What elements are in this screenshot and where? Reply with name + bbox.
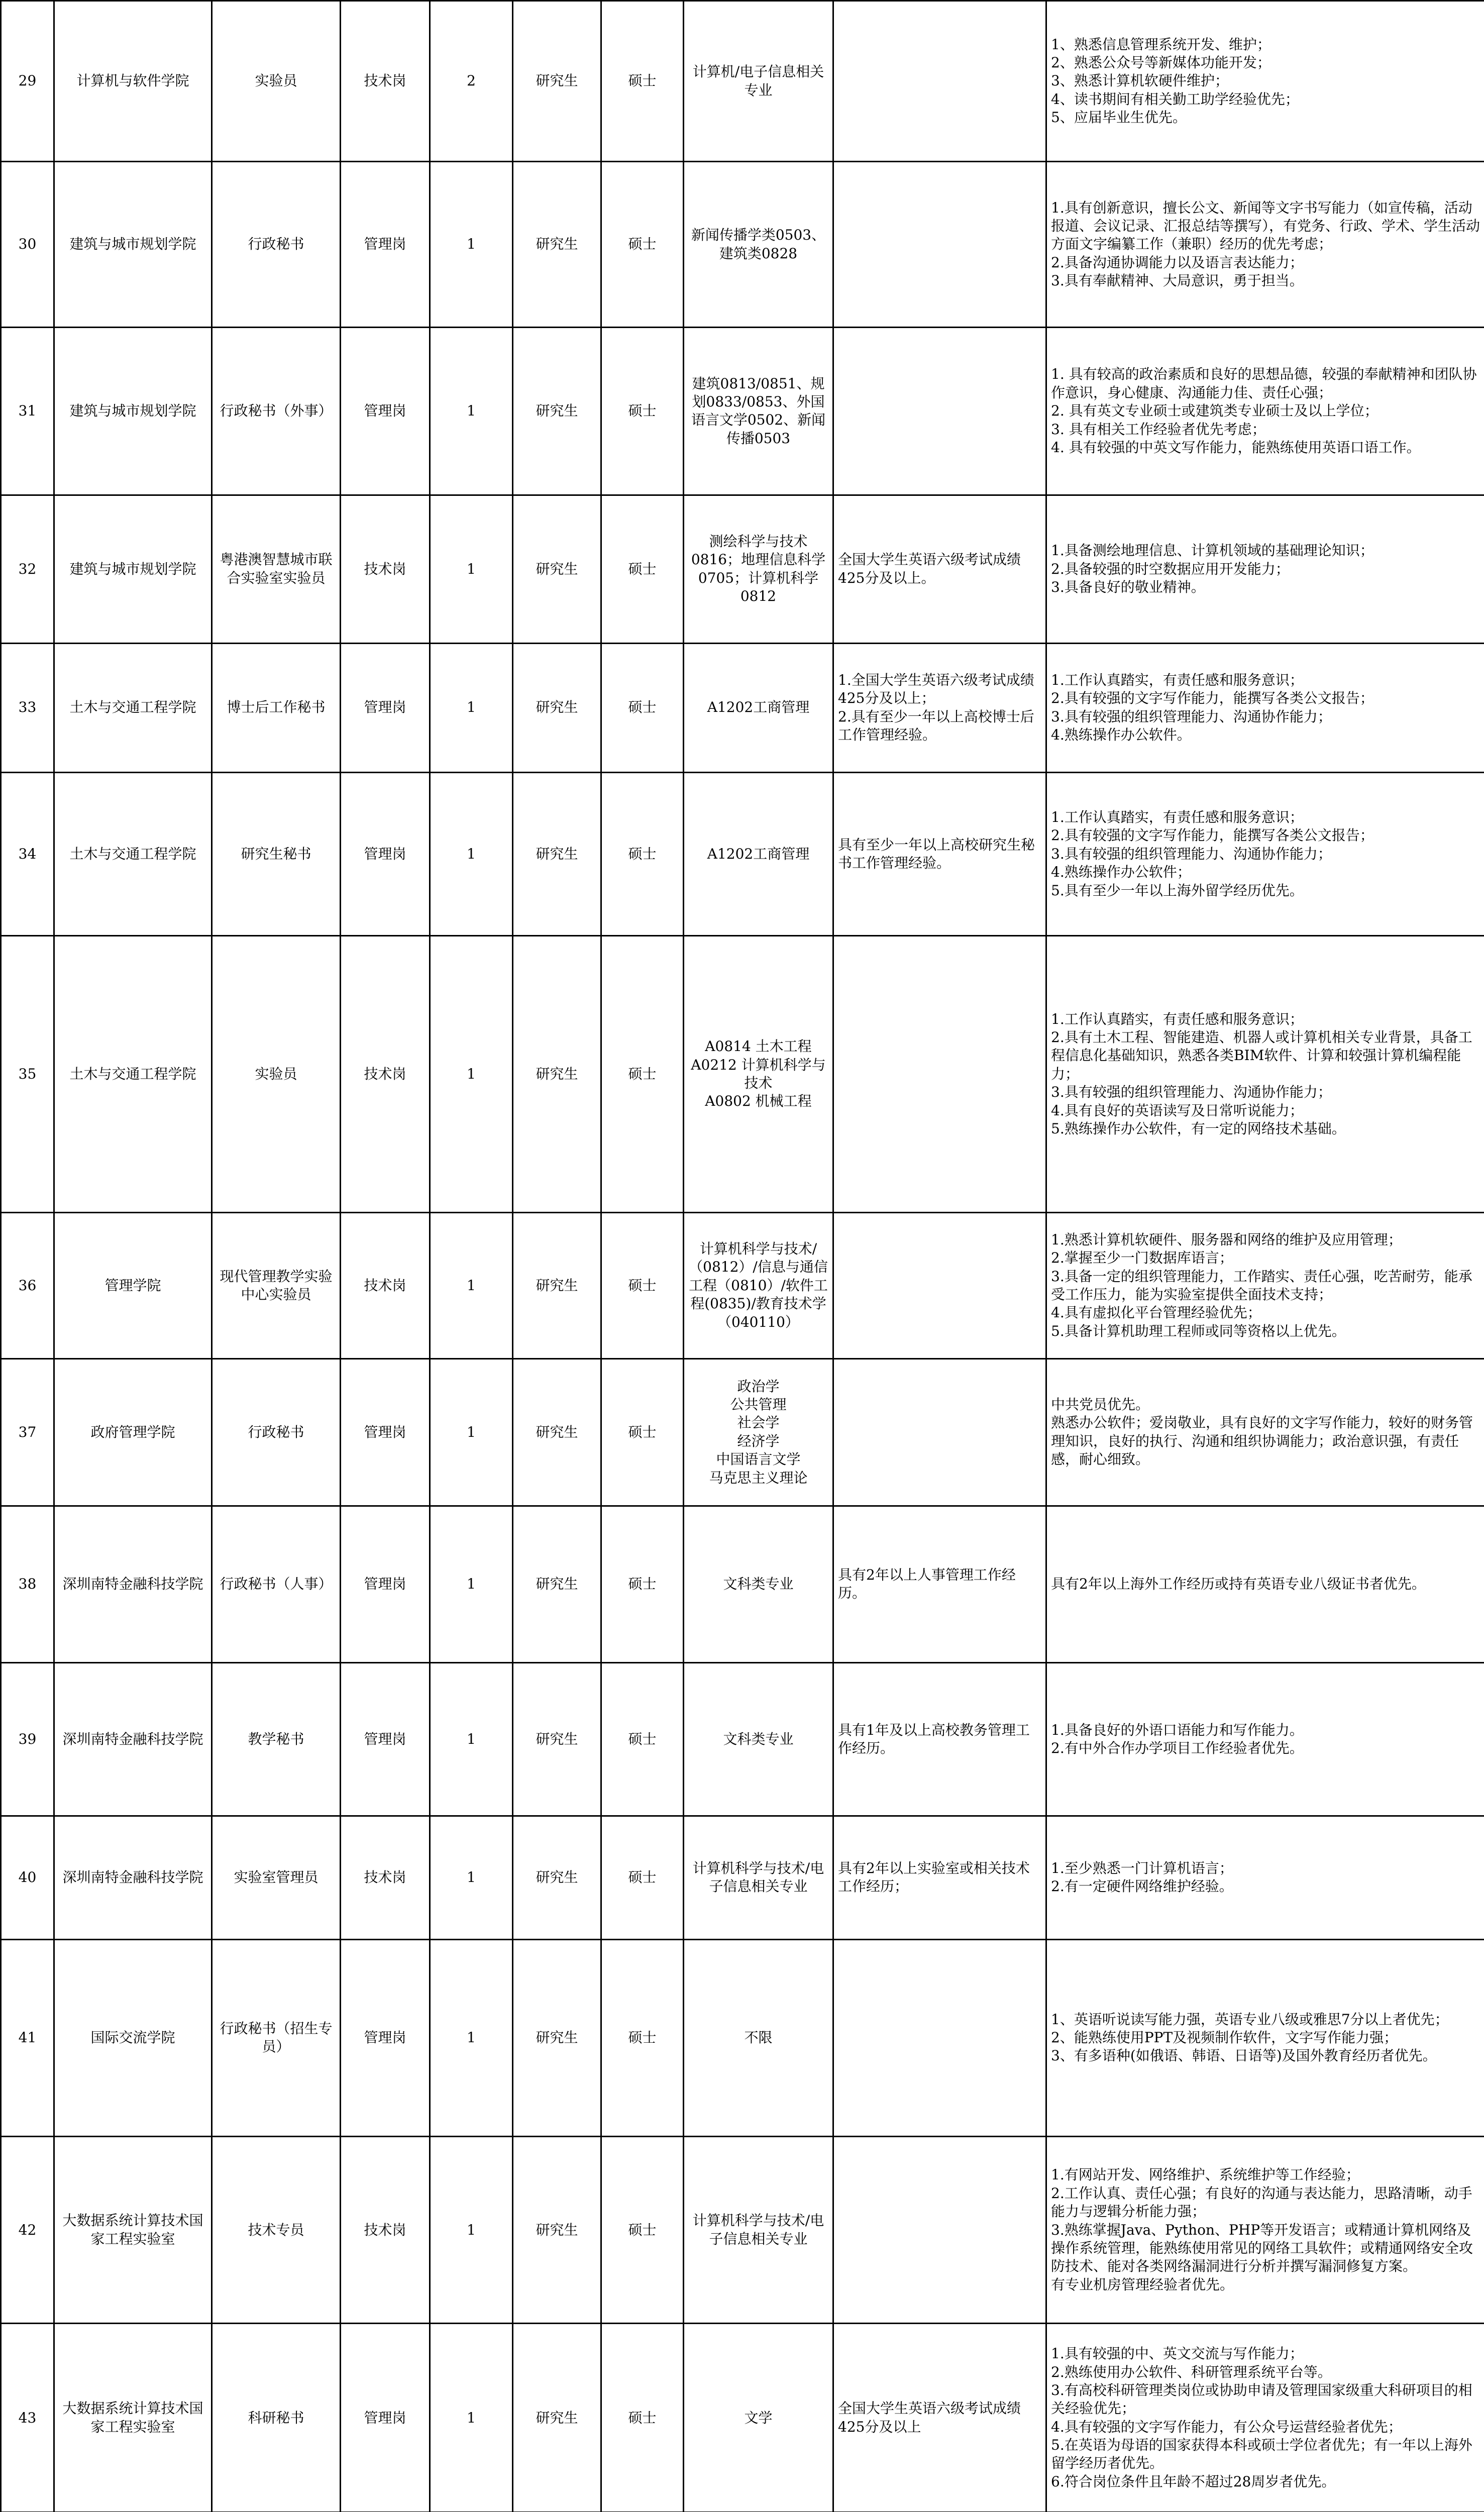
cell-post-name: 研究生秘书	[212, 772, 341, 935]
table-row	[1, 1, 1484, 162]
cell-other-requirements: 具有2年以上人事管理工作经历。	[833, 1506, 1046, 1662]
table-body	[1, 1, 1484, 2512]
cell-unit: 建筑与城市规划学院	[54, 327, 212, 495]
cell-post-name: 实验员	[212, 1, 341, 162]
cell-headcount: 1	[430, 327, 513, 495]
cell-headcount: 1	[430, 495, 513, 643]
cell-degree: 硕士	[601, 772, 684, 935]
cell-job-requirements: 1.具有创新意识，擅长公文、新闻等文字书写能力（如宣传稿，活动报道、会议记录、汇报总结等撰写），有党务、行政、学术、学生活动方面文字编纂工作（兼职）经历的优先考虑； 2.具备沟通协调能力以及语言表达能力； 3.具有奉献精神、大局意识，勇于担当。	[1046, 162, 1484, 327]
cell-other-requirements	[833, 327, 1046, 495]
cell-degree: 硕士	[601, 327, 684, 495]
cell-degree: 硕士	[601, 2136, 684, 2323]
cell-other-requirements: 1.全国大学生英语六级考试成绩425分及以上； 2.具有至少一年以上高校博士后工作管理经验。	[833, 643, 1046, 772]
cell-number: 32	[1, 495, 54, 643]
cell-job-requirements: 1.具备良好的外语口语能力和写作能力。 2.有中外合作办学项目工作经验者优先。	[1046, 1662, 1484, 1816]
cell-post-name: 行政秘书（招生专员）	[212, 1939, 341, 2136]
cell-post-type: 管理岗	[341, 2324, 430, 2512]
cell-major: 计算机科学与技术/电子信息相关专业	[684, 1816, 833, 1939]
cell-job-requirements: 1、熟悉信息管理系统开发、维护； 2、熟悉公众号等新媒体功能开发； 3、熟悉计算机软硬件维护； 4、读书期间有相关勤工助学经验优先； 5、应届毕业生优先。	[1046, 1, 1484, 162]
cell-major: 计算机科学与技术/（0812）/信息与通信工程（0810）/软件工程(0835)/教育技术学（040110）	[684, 1212, 833, 1358]
cell-number: 33	[1, 643, 54, 772]
cell-degree: 硕士	[601, 495, 684, 643]
cell-degree: 硕士	[601, 1359, 684, 1506]
cell-number: 38	[1, 1506, 54, 1662]
cell-post-type: 技术岗	[341, 2136, 430, 2323]
cell-number: 35	[1, 936, 54, 1213]
cell-other-requirements: 全国大学生英语六级考试成绩425分及以上	[833, 2324, 1046, 2512]
cell-degree: 硕士	[601, 936, 684, 1213]
cell-number: 31	[1, 327, 54, 495]
cell-unit: 国际交流学院	[54, 1939, 212, 2136]
cell-number: 34	[1, 772, 54, 935]
cell-number: 43	[1, 2324, 54, 2512]
cell-post-name: 行政秘书	[212, 162, 341, 327]
table-row	[1, 936, 1484, 1213]
cell-headcount: 1	[430, 1359, 513, 1506]
cell-education: 研究生	[513, 1359, 601, 1506]
table-row	[1, 1939, 1484, 2136]
cell-post-name: 实验室管理员	[212, 1816, 341, 1939]
cell-post-name: 科研秘书	[212, 2324, 341, 2512]
cell-number: 37	[1, 1359, 54, 1506]
cell-degree: 硕士	[601, 2324, 684, 2512]
cell-headcount: 1	[430, 643, 513, 772]
cell-education: 研究生	[513, 162, 601, 327]
cell-number: 36	[1, 1212, 54, 1358]
cell-post-type: 技术岗	[341, 495, 430, 643]
cell-education: 研究生	[513, 1939, 601, 2136]
cell-number: 42	[1, 2136, 54, 2323]
cell-post-name: 现代管理教学实验中心实验员	[212, 1212, 341, 1358]
table-row	[1, 1359, 1484, 1506]
cell-major: 测绘科学与技术0816；地理信息科学0705；计算机科学0812	[684, 495, 833, 643]
cell-major: A1202工商管理	[684, 772, 833, 935]
cell-headcount: 1	[430, 162, 513, 327]
cell-education: 研究生	[513, 495, 601, 643]
cell-post-name: 博士后工作秘书	[212, 643, 341, 772]
cell-degree: 硕士	[601, 1816, 684, 1939]
cell-unit: 土木与交通工程学院	[54, 643, 212, 772]
cell-other-requirements	[833, 1939, 1046, 2136]
cell-post-type: 管理岗	[341, 1359, 430, 1506]
table-row	[1, 1506, 1484, 1662]
cell-post-name: 行政秘书	[212, 1359, 341, 1506]
cell-unit: 土木与交通工程学院	[54, 772, 212, 935]
cell-other-requirements	[833, 1359, 1046, 1506]
cell-other-requirements: 全国大学生英语六级考试成绩425分及以上。	[833, 495, 1046, 643]
cell-education: 研究生	[513, 1212, 601, 1358]
cell-other-requirements	[833, 936, 1046, 1213]
cell-number: 41	[1, 1939, 54, 2136]
cell-degree: 硕士	[601, 162, 684, 327]
cell-education: 研究生	[513, 327, 601, 495]
table-row	[1, 162, 1484, 327]
cell-unit: 计算机与软件学院	[54, 1, 212, 162]
cell-number: 40	[1, 1816, 54, 1939]
cell-education: 研究生	[513, 643, 601, 772]
cell-job-requirements: 1.有网站开发、网络维护、系统维护等工作经验； 2.工作认真、责任心强；有良好的沟通与表达能力，思路清晰，动手能力与逻辑分析能力强； 3.熟练掌握Java、Python、PHP等开发语言；或精通计算机网络及操作系统管理，能熟练使用常见的网络工具软件；或精通网络安全攻防技术、能对各类网络漏洞进行分析并撰写漏洞修复方案。 有专业机房管理经验者优先。	[1046, 2136, 1484, 2323]
cell-headcount: 2	[430, 1, 513, 162]
table-row	[1, 2324, 1484, 2512]
cell-post-name: 行政秘书（外事）	[212, 327, 341, 495]
cell-unit: 政府管理学院	[54, 1359, 212, 1506]
cell-job-requirements: 1、英语听说读写能力强，英语专业八级或雅思7分以上者优先； 2、能熟练使用PPT及视频制作软件，文字写作能力强； 3、有多语种(如俄语、韩语、日语等)及国外教育经历者优先。	[1046, 1939, 1484, 2136]
cell-job-requirements: 1.具有较强的中、英文交流与写作能力； 2.熟练使用办公软件、科研管理系统平台等。 3.有高校科研管理类岗位或协助申请及管理国家级重大科研项目的相关经验优先； 4.具有较强的文字写作能力，有公众号运营经验者优先； 5.在英语为母语的国家获得本科或硕士学位者优先；有一年以上海外留学经历者优先。 6.符合岗位条件且年龄不超过28周岁者优先。	[1046, 2324, 1484, 2512]
cell-post-type: 技术岗	[341, 936, 430, 1213]
cell-other-requirements	[833, 1, 1046, 162]
table-row	[1, 327, 1484, 495]
cell-unit: 建筑与城市规划学院	[54, 495, 212, 643]
cell-headcount: 1	[430, 1212, 513, 1358]
cell-headcount: 1	[430, 1939, 513, 2136]
cell-major: 建筑0813/0851、规划0833/0853、外国语言文学0502、新闻传播0503	[684, 327, 833, 495]
cell-major: 文学	[684, 2324, 833, 2512]
cell-other-requirements	[833, 1212, 1046, 1358]
cell-degree: 硕士	[601, 1506, 684, 1662]
cell-education: 研究生	[513, 1816, 601, 1939]
cell-number: 29	[1, 1, 54, 162]
cell-post-type: 管理岗	[341, 643, 430, 772]
cell-post-type: 技术岗	[341, 1816, 430, 1939]
cell-major: 文科类专业	[684, 1506, 833, 1662]
table-row	[1, 1662, 1484, 1816]
cell-unit: 深圳南特金融科技学院	[54, 1816, 212, 1939]
cell-headcount: 1	[430, 772, 513, 935]
cell-post-type: 管理岗	[341, 772, 430, 935]
cell-major: A1202工商管理	[684, 643, 833, 772]
cell-job-requirements: 1.具备测绘地理信息、计算机领域的基础理论知识； 2.具备较强的时空数据应用开发能力； 3.具备良好的敬业精神。	[1046, 495, 1484, 643]
cell-headcount: 1	[430, 936, 513, 1213]
cell-major: 新闻传播学类0503、建筑类0828	[684, 162, 833, 327]
cell-education: 研究生	[513, 936, 601, 1213]
cell-post-name: 技术专员	[212, 2136, 341, 2323]
cell-unit: 深圳南特金融科技学院	[54, 1506, 212, 1662]
cell-other-requirements: 具有2年以上实验室或相关技术工作经历；	[833, 1816, 1046, 1939]
cell-other-requirements	[833, 2136, 1046, 2323]
cell-education: 研究生	[513, 1, 601, 162]
cell-unit: 大数据系统计算技术国家工程实验室	[54, 2324, 212, 2512]
cell-post-name: 教学秘书	[212, 1662, 341, 1816]
cell-post-type: 管理岗	[341, 1939, 430, 2136]
cell-post-type: 管理岗	[341, 162, 430, 327]
cell-unit: 大数据系统计算技术国家工程实验室	[54, 2136, 212, 2323]
cell-post-name: 实验员	[212, 936, 341, 1213]
cell-unit: 深圳南特金融科技学院	[54, 1662, 212, 1816]
cell-job-requirements: 具有2年以上海外工作经历或持有英语专业八级证书者优先。	[1046, 1506, 1484, 1662]
table-row	[1, 1212, 1484, 1358]
cell-other-requirements	[833, 162, 1046, 327]
cell-other-requirements: 具有至少一年以上高校研究生秘书工作管理经验。	[833, 772, 1046, 935]
cell-unit: 建筑与城市规划学院	[54, 162, 212, 327]
table-row	[1, 643, 1484, 772]
cell-degree: 硕士	[601, 1939, 684, 2136]
cell-job-requirements: 1.至少熟悉一门计算机语言； 2.有一定硬件网络维护经验。	[1046, 1816, 1484, 1939]
cell-degree: 硕士	[601, 1212, 684, 1358]
cell-headcount: 1	[430, 2136, 513, 2323]
cell-headcount: 1	[430, 1662, 513, 1816]
cell-unit: 管理学院	[54, 1212, 212, 1358]
cell-number: 39	[1, 1662, 54, 1816]
table-row	[1, 772, 1484, 935]
cell-degree: 硕士	[601, 643, 684, 772]
cell-job-requirements: 1.工作认真踏实，有责任感和服务意识； 2.具有较强的文字写作能力，能撰写各类公文报告； 3.具有较强的组织管理能力、沟通协作能力； 4.熟练操作办公软件。	[1046, 643, 1484, 772]
cell-education: 研究生	[513, 2136, 601, 2323]
cell-job-requirements: 1.工作认真踏实，有责任感和服务意识； 2.具有较强的文字写作能力，能撰写各类公文报告； 3.具有较强的组织管理能力、沟通协作能力； 4.熟练操作办公软件； 5.具有至少一年以上海外留学经历优先。	[1046, 772, 1484, 935]
cell-headcount: 1	[430, 1506, 513, 1662]
cell-other-requirements: 具有1年及以上高校教务管理工作经历。	[833, 1662, 1046, 1816]
cell-major: 文科类专业	[684, 1662, 833, 1816]
cell-major: 不限	[684, 1939, 833, 2136]
cell-major: 政治学 公共管理 社会学 经济学 中国语言文学 马克思主义理论	[684, 1359, 833, 1506]
cell-major: A0814 土木工程 A0212 计算机科学与技术 A0802 机械工程	[684, 936, 833, 1213]
cell-job-requirements: 1. 具有较高的政治素质和良好的思想品德，较强的奉献精神和团队协作意识，身心健康、沟通能力佳、责任心强； 2. 具有英文专业硕士或建筑类专业硕士及以上学位； 3. 具有相关工作经验者优先考虑； 4. 具有较强的中英文写作能力，能熟练使用英语口语工作。	[1046, 327, 1484, 495]
cell-education: 研究生	[513, 772, 601, 935]
cell-job-requirements: 中共党员优先。 熟悉办公软件；爱岗敬业，具有良好的文字写作能力，较好的财务管理知识，良好的执行、沟通和组织协调能力；政治意识强，有责任感，耐心细致。	[1046, 1359, 1484, 1506]
cell-number: 30	[1, 162, 54, 327]
table-row	[1, 1816, 1484, 1939]
table-row	[1, 495, 1484, 643]
cell-job-requirements: 1.工作认真踏实，有责任感和服务意识； 2.具有土木工程、智能建造、机器人或计算机相关专业背景，具备工程信息化基础知识，熟悉各类BIM软件、计算和较强计算机编程能力； 3.具有较强的组织管理能力、沟通协作能力； 4.具有良好的英语读写及日常听说能力； 5.熟练操作办公软件，有一定的网络技术基础。	[1046, 936, 1484, 1213]
cell-major: 计算机/电子信息相关专业	[684, 1, 833, 162]
cell-post-name: 粤港澳智慧城市联合实验室实验员	[212, 495, 341, 643]
cell-major: 计算机科学与技术/电子信息相关专业	[684, 2136, 833, 2323]
table-row	[1, 2136, 1484, 2323]
cell-unit: 土木与交通工程学院	[54, 936, 212, 1213]
cell-headcount: 1	[430, 1816, 513, 1939]
cell-degree: 硕士	[601, 1, 684, 162]
cell-education: 研究生	[513, 1662, 601, 1816]
cell-post-type: 技术岗	[341, 1, 430, 162]
cell-post-name: 行政秘书（人事）	[212, 1506, 341, 1662]
cell-job-requirements: 1.熟悉计算机软硬件、服务器和网络的维护及应用管理； 2.掌握至少一门数据库语言； 3.具备一定的组织管理能力，工作踏实、责任心强，吃苦耐劳，能承受工作压力，能为实验室提供全面技术支持； 4.具有虚拟化平台管理经验优先； 5.具备计算机助理工程师或同等资格以上优先。	[1046, 1212, 1484, 1358]
cell-education: 研究生	[513, 2324, 601, 2512]
cell-post-type: 管理岗	[341, 1662, 430, 1816]
cell-post-type: 技术岗	[341, 1212, 430, 1358]
cell-degree: 硕士	[601, 1662, 684, 1816]
cell-post-type: 管理岗	[341, 327, 430, 495]
cell-headcount: 1	[430, 2324, 513, 2512]
cell-education: 研究生	[513, 1506, 601, 1662]
cell-post-type: 管理岗	[341, 1506, 430, 1662]
